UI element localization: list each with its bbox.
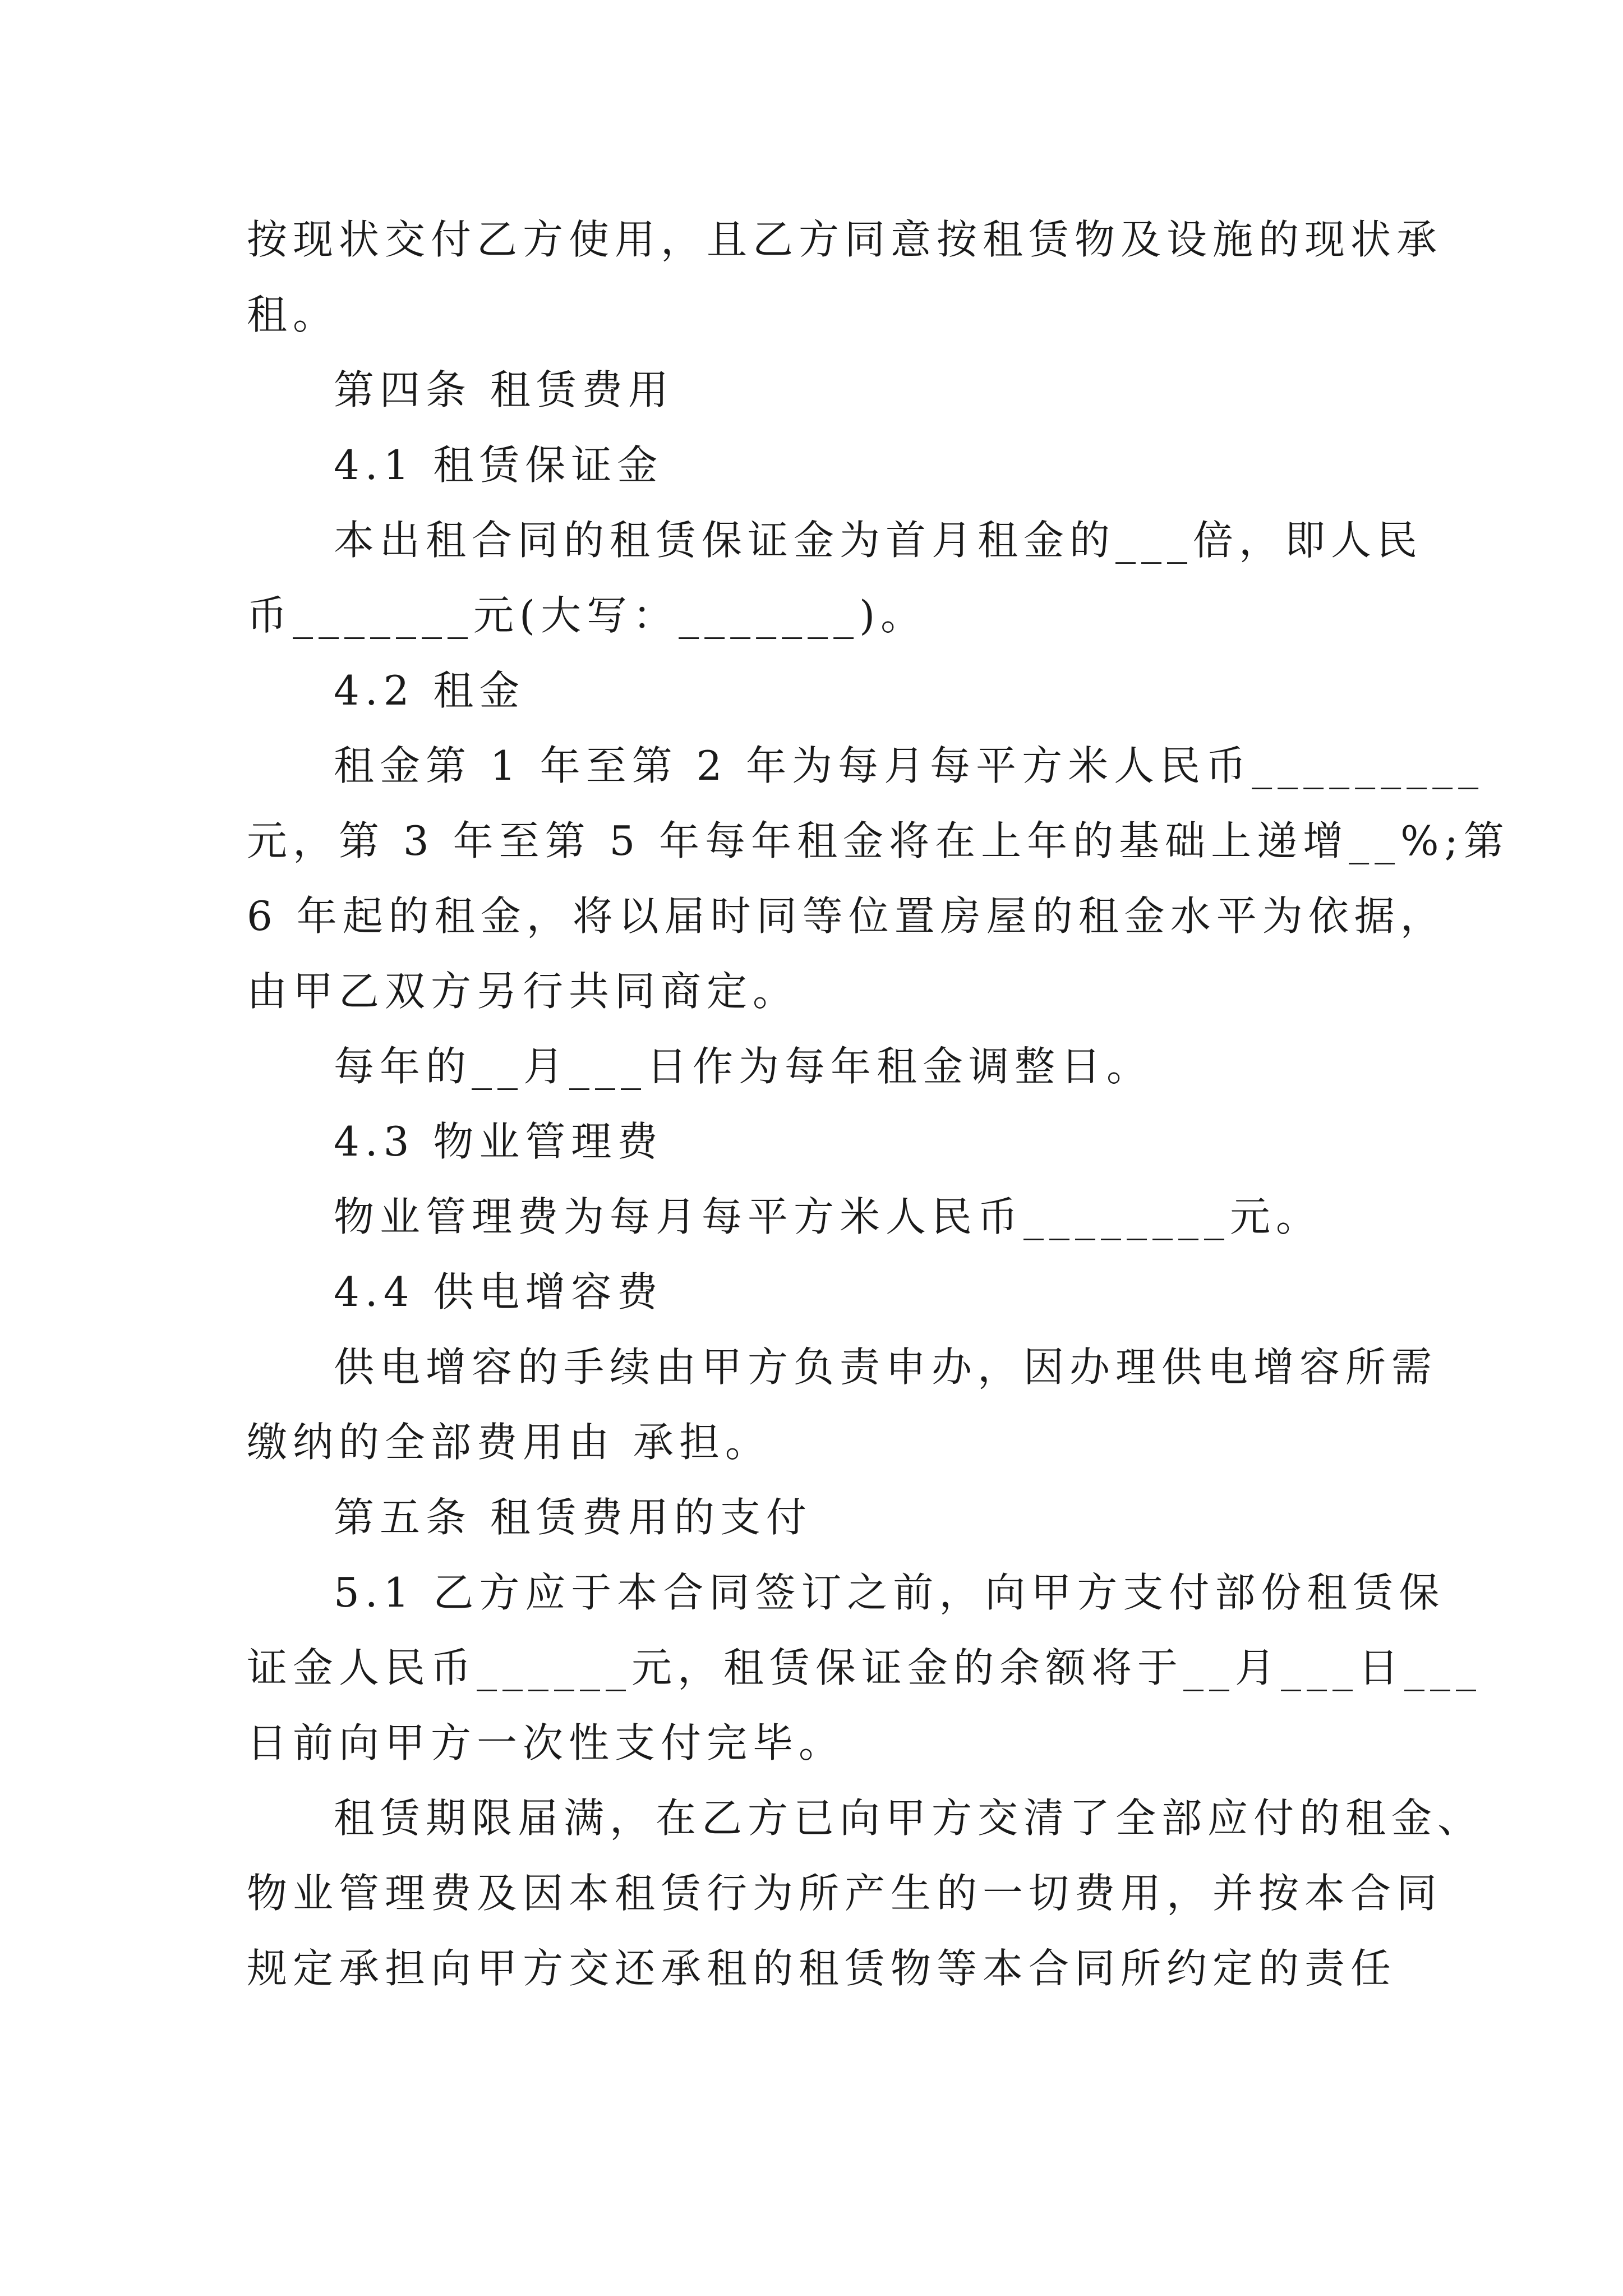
- text-line: 币_______元(大写：_______)。: [247, 592, 927, 639]
- text-line: 物业管理费及因本租赁行为所产生的一切费用，并按本合同: [247, 1870, 1443, 1917]
- subsection-heading: 4.4 供电增容费: [334, 1268, 663, 1315]
- subsection-heading: 4.3 物业管理费: [334, 1118, 663, 1165]
- text-line: 规定承担向甲方交还承租的租赁物等本合同所约定的责任: [247, 1945, 1397, 1992]
- text-line: 日前向甲方一次性支付完毕。: [247, 1719, 845, 1766]
- section-heading: 第五条 租赁费用的支付: [334, 1494, 812, 1541]
- text-line: 6 年起的租金，将以届时同等位置房屋的租金水平为依据，: [247, 892, 1446, 940]
- section-heading: 第四条 租赁费用: [334, 366, 674, 413]
- document-body: [247, 202, 1510, 2006]
- text-line: 租。: [247, 291, 339, 338]
- paragraph-start: 5.1 乙方应于本合同签订之前，向甲方支付部份租赁保: [334, 1569, 1445, 1616]
- text-line: 由甲乙双方另行共同商定。: [247, 968, 799, 1015]
- text-line: 元，第 3 年至第 5 年每年租金将在上年的基础上递增__%;第: [247, 817, 1510, 864]
- paragraph-start: 每年的__月___日作为每年租金调整日。: [334, 1043, 1153, 1090]
- paragraph-start: 租金第 1 年至第 2 年为每月每平方米人民币_________: [334, 742, 1484, 789]
- text-line: 证金人民币______元，租赁保证金的余额将于__月___日___: [247, 1644, 1482, 1691]
- subsection-heading: 4.2 租金: [334, 667, 525, 714]
- paragraph-start: 租赁期限届满，在乙方已向甲方交清了全部应付的租金、: [334, 1795, 1484, 1842]
- subsection-heading: 4.1 租赁保证金: [334, 441, 663, 489]
- paragraph-start: 供电增容的手续由甲方负责申办，因办理供电增容所需: [334, 1343, 1438, 1391]
- paragraph-start: 物业管理费为每月每平方米人民币________元。: [334, 1193, 1322, 1240]
- text-line: 按现状交付乙方使用，且乙方同意按租赁物及设施的现状承: [247, 216, 1443, 263]
- text-line: 缴纳的全部费用由 承担。: [247, 1419, 771, 1466]
- paragraph-start: 本出租合同的租赁保证金为首月租金的___倍，即人民: [334, 517, 1423, 564]
